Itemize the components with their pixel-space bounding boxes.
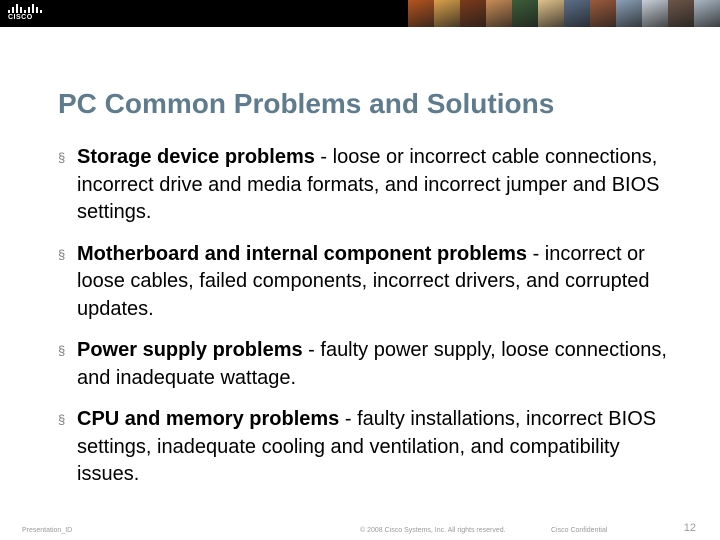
photo-2 xyxy=(434,0,460,27)
cisco-logo-text: CISCO xyxy=(8,14,33,21)
bullet-list xyxy=(58,144,678,503)
photo-11 xyxy=(668,0,694,27)
cisco-bars-icon xyxy=(8,4,42,13)
bullet-heading: Motherboard and internal component problems xyxy=(77,242,528,265)
photo-10 xyxy=(642,0,668,27)
photo-7 xyxy=(564,0,590,27)
header-bar xyxy=(0,0,720,27)
bullet-storage xyxy=(58,144,678,227)
photo-9 xyxy=(616,0,642,27)
bullet-cpu-memory xyxy=(58,406,678,489)
photo-3 xyxy=(460,0,486,27)
photo-12 xyxy=(694,0,720,27)
bullet-marker-icon: § xyxy=(58,343,66,358)
photo-1 xyxy=(408,0,434,27)
footer-copyright: © 2008 Cisco Systems, Inc. All rights reserved. xyxy=(360,527,506,534)
photo-8 xyxy=(590,0,616,27)
bullet-heading: CPU and memory problems xyxy=(77,408,340,430)
bullet-motherboard xyxy=(58,241,678,324)
slide-title: PC Common Problems and Solutions xyxy=(58,88,555,119)
bullet-marker-icon: § xyxy=(58,246,66,262)
page-number: 12 xyxy=(683,522,696,534)
bullet-text: - faulty installations, incorrect BIOS settings, inadequate cooling and ventilation, and compatibility issues. xyxy=(77,408,657,485)
footer-confidential: Cisco Confidential xyxy=(551,527,608,534)
bullet-heading: Power supply problems xyxy=(77,339,303,361)
photo-6 xyxy=(538,0,564,27)
bullet-text: - loose or incorrect cable connections, incorrect drive and media formats, and incorrect jumper and BIOS settings. xyxy=(77,146,660,223)
bullet-text: - faulty power supply, loose connections, and inadequate wattage. xyxy=(77,339,667,389)
photo-5 xyxy=(512,0,538,27)
photo-4 xyxy=(486,0,512,27)
header-photo-strip xyxy=(408,0,720,27)
footer-presentation-id: Presentation_ID xyxy=(22,527,73,534)
bullet-marker-icon: § xyxy=(58,412,66,427)
bullet-heading: Storage device problems xyxy=(77,146,315,168)
bullet-text: - incorrect or loose cables, failed components, incorrect drivers, and corrupted updates. xyxy=(77,242,650,320)
cisco-logo xyxy=(8,4,42,24)
bullet-marker-icon: § xyxy=(58,150,66,165)
bullet-power-supply xyxy=(58,337,678,392)
